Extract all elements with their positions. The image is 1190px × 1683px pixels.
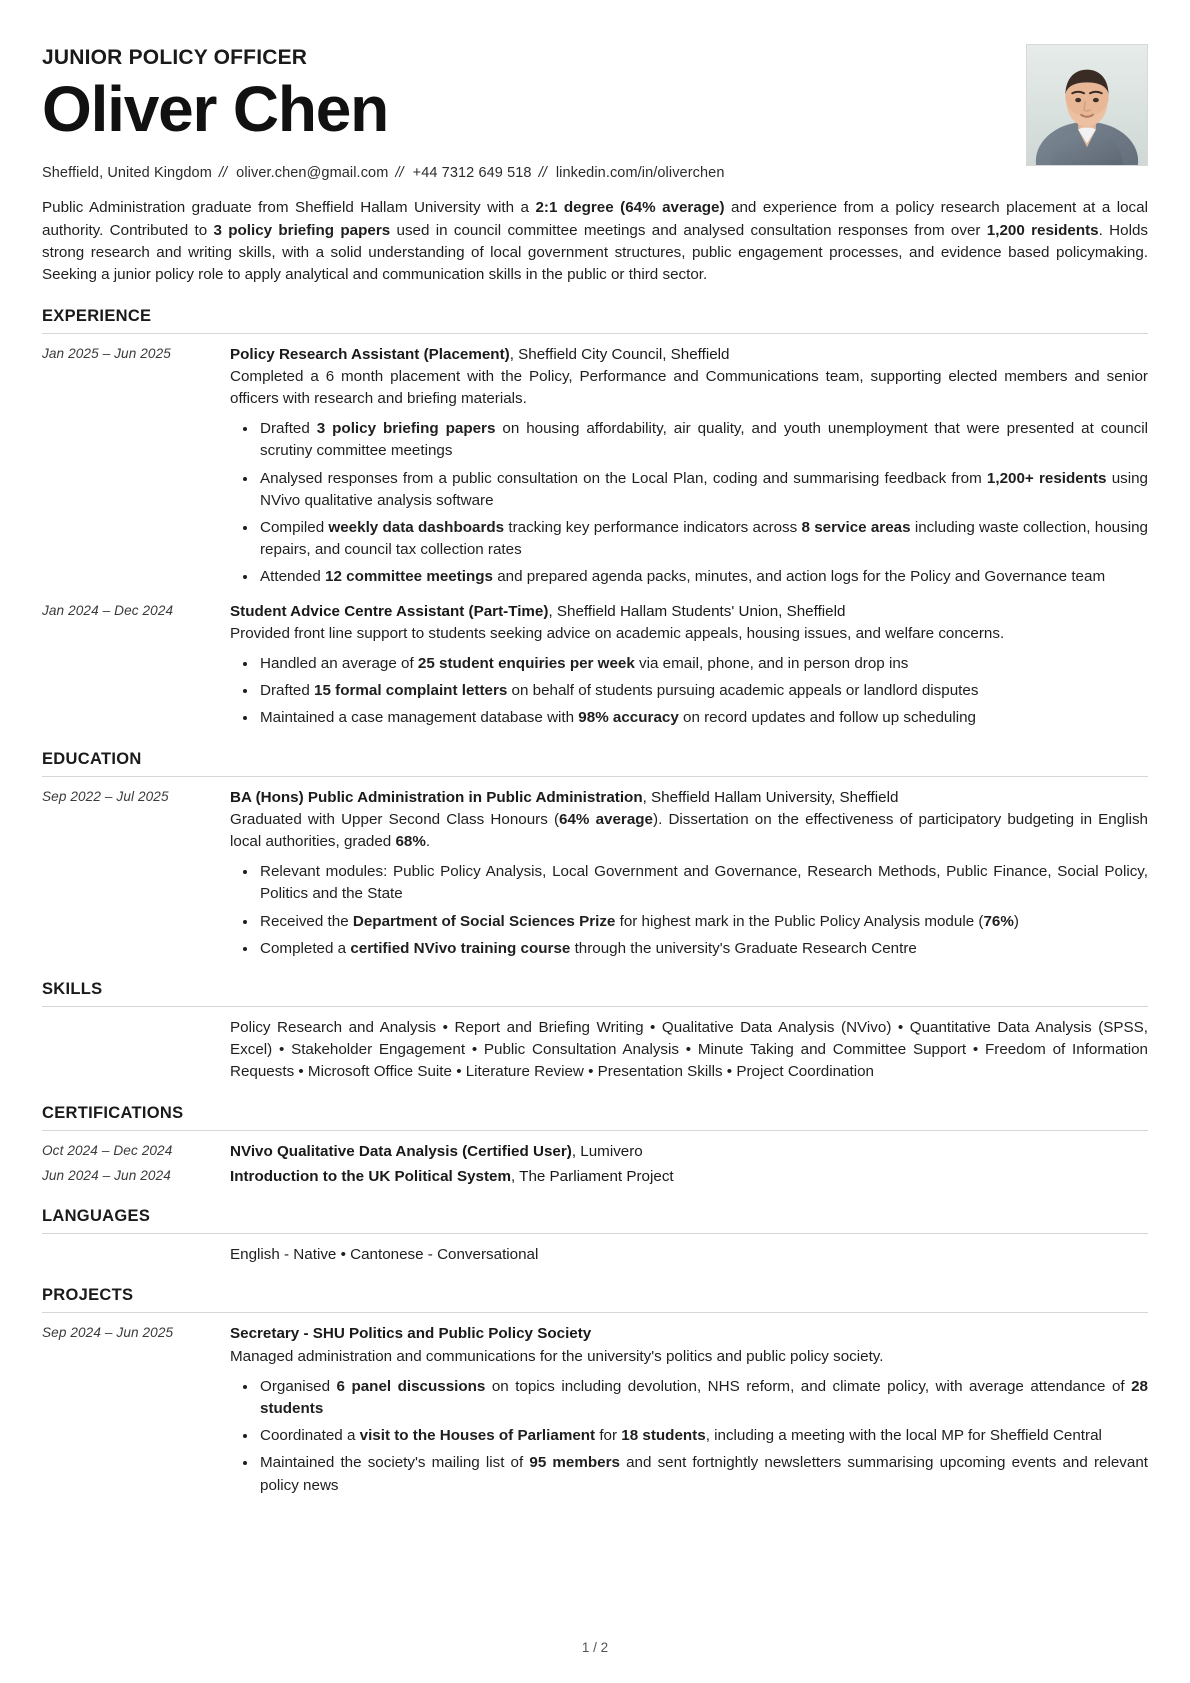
entry-body: [230, 601, 1148, 730]
bullet-item: [260, 707, 1148, 729]
emphasis-text: 68%: [395, 833, 426, 851]
resume-entry: [42, 601, 1148, 730]
section-divider: [42, 1233, 1148, 1234]
languages-block: [42, 1244, 1148, 1266]
resume-header: [42, 40, 1148, 181]
contact-location: Sheffield, United Kingdom: [42, 165, 212, 182]
emphasis-text: 1,200 residents: [986, 221, 1099, 239]
entry-heading: [230, 1166, 1148, 1187]
entry-date: Jun 2024 – Jun 2024: [42, 1167, 171, 1183]
entry-date: Sep 2022 – Jul 2025: [42, 788, 169, 804]
body-text: on behalf of students pursuing academic appeals or landlord disputes: [507, 682, 979, 700]
emphasis-text: BA (Hons) Public Administration in Public Administration: [230, 788, 643, 806]
resume-entry: [42, 787, 1148, 960]
entry-date: Jan 2025 – Jun 2025: [42, 345, 171, 361]
section-skills: [42, 980, 1148, 1084]
bullet-item: [260, 418, 1148, 462]
contact-phone[interactable]: +44 7312 649 518: [412, 165, 532, 182]
body-text: including waste collection, housing repairs, and council tax collection rates: [260, 518, 1148, 559]
emphasis-text: 18 students: [621, 1427, 706, 1445]
emphasis-text: 15 formal complaint letters: [314, 682, 508, 700]
body-text: Received the: [260, 912, 353, 930]
contact-separator: //: [395, 165, 404, 182]
section-experience: [42, 307, 1148, 730]
contact-line: [42, 165, 1026, 181]
section-certifications: [42, 1104, 1148, 1188]
education-entries: [42, 787, 1148, 960]
body-text: Completed a: [260, 939, 351, 957]
entry-heading: [230, 601, 1148, 622]
emphasis-text: Secretary - SHU Politics and Public Policy Society: [230, 1325, 592, 1343]
bullet-item: [260, 861, 1148, 905]
skills-list: Policy Research and Analysis • Report and Briefing Writing • Qualitative Data Analysis (NVivo) • Quantitative Data Analysis (SPSS, Excel) • Stakeholder Engagement • Public Consultation Analysis • Minute Taking and Committee Support • Freedom of Information Requests • Microsoft Office Suite • Literature Review • Presentation Skills • Project Coordination: [230, 1018, 1148, 1081]
body-text: . Holds strong research and writing skills, with a solid understanding of local government structures, public engagement processes, and evidence based policymaking. Seeking a junior policy role to apply analytical and communication skills in the public or third sector.: [42, 221, 1148, 284]
emphasis-text: 1,200+ residents: [986, 469, 1107, 487]
emphasis-text: 98% accuracy: [578, 709, 679, 727]
body-text: .: [425, 833, 431, 851]
section-title-education: EDUCATION: [42, 749, 142, 768]
emphasis-text: Policy Research Assistant (Placement): [230, 345, 510, 363]
section-divider: [42, 1130, 1148, 1131]
contact-separator: //: [218, 165, 228, 182]
section-projects: [42, 1286, 1148, 1496]
professional-summary: [42, 197, 1148, 286]
resume-entry: [42, 344, 1148, 589]
body-text: Maintained the society's mailing list of: [260, 1454, 530, 1472]
bullet-item: [260, 911, 1148, 933]
entry-heading: [230, 1141, 1148, 1162]
emphasis-text: Student Advice Centre Assistant (Part-Time): [230, 602, 549, 620]
body-text: , including a meeting with the local MP for Sheffield Central: [705, 1427, 1102, 1445]
body-text: for: [595, 1427, 622, 1445]
section-divider: [42, 1312, 1148, 1313]
bullet-item: [260, 566, 1148, 588]
emphasis-text: 28 students: [260, 1377, 1148, 1417]
body-text: for highest mark in the Public Policy Analysis module (: [615, 912, 984, 930]
body-text: Coordinated a: [260, 1427, 360, 1445]
page-footer: [0, 1640, 1190, 1655]
section-title-certifications: CERTIFICATIONS: [42, 1103, 184, 1122]
body-text: via email, phone, and in person drop ins: [634, 655, 909, 672]
bullet-item: [260, 653, 1148, 675]
resume-entry: [42, 1141, 1148, 1162]
resume-entry: [42, 1166, 1148, 1187]
body-text: , Lumivero: [571, 1142, 643, 1160]
body-text: Attended: [260, 568, 326, 586]
body-text: through the university's Graduate Research Centre: [570, 939, 917, 957]
emphasis-text: Introduction to the UK Political System: [230, 1167, 511, 1185]
body-text: Graduated with Upper Second Class Honours (: [230, 810, 560, 828]
body-text: and experience from a policy research placement at a local authority. Contributed to: [42, 199, 1148, 239]
emphasis-text: 3 policy briefing papers: [213, 221, 391, 239]
section-title-experience: EXPERIENCE: [42, 306, 152, 325]
body-text: , The Parliament Project: [511, 1167, 674, 1185]
body-text: on record updates and follow up scheduling: [678, 709, 976, 727]
job-title: JUNIOR POLICY OFFICER: [42, 46, 308, 69]
body-text: used in council committee meetings and analysed consultation responses from over: [390, 221, 987, 239]
entry-description: Managed administration and communications for the university's politics and public policy society.: [230, 1347, 884, 1365]
contact-email[interactable]: oliver.chen@gmail.com: [236, 165, 389, 182]
entry-bullet-list: [230, 1376, 1148, 1497]
body-text: Handled an average of: [260, 655, 418, 672]
contact-separator: //: [538, 165, 547, 182]
body-text: and sent fortnightly newsletters summarising upcoming events and relevant policy news: [260, 1454, 1148, 1494]
body-text: Analysed responses from a public consultation on the Local Plan, coding and summarising feedback from: [260, 469, 987, 487]
body-text: on topics including devolution, NHS reform, and climate policy, with average attendance of: [485, 1377, 1132, 1395]
section-education: [42, 750, 1148, 960]
entry-body: [230, 787, 1148, 960]
emphasis-text: Department of Social Sciences Prize: [352, 912, 616, 930]
entry-heading: [230, 787, 1148, 808]
body-text: , Sheffield Hallam University, Sheffield: [642, 788, 899, 806]
body-text: Public Administration graduate from Sheffield Hallam University with a: [42, 199, 536, 217]
section-title-languages: LANGUAGES: [42, 1207, 151, 1226]
experience-entries: [42, 344, 1148, 730]
body-text: tracking key performance indicators across: [504, 518, 802, 536]
body-text: Relevant modules: Public Policy Analysis, Local Government and Governance, Research Methods, Public Finance, Social Policy, Politics and the State: [260, 863, 1148, 903]
entry-heading: [230, 344, 1148, 365]
contact-linkedin[interactable]: linkedin.com/in/oliverchen: [555, 165, 725, 182]
entry-bullet-list: [230, 653, 1148, 730]
entry-body: [230, 1166, 1148, 1187]
body-text: using NVivo qualitative analysis software: [260, 469, 1149, 509]
bullet-item: [260, 680, 1148, 702]
body-text: ): [1013, 912, 1019, 930]
body-text: and prepared agenda packs, minutes, and action logs for the Policy and Governance team: [493, 568, 1106, 586]
emphasis-text: NVivo Qualitative Data Analysis (Certified User): [230, 1142, 572, 1160]
bullet-item: [260, 517, 1148, 561]
entry-body: [230, 1323, 1148, 1496]
emphasis-text: 12 committee meetings: [325, 568, 493, 586]
entry-heading: [230, 1323, 1148, 1344]
entry-date: Oct 2024 – Dec 2024: [42, 1142, 173, 1158]
body-text: Organised: [260, 1377, 337, 1395]
emphasis-text: 76%: [983, 912, 1014, 930]
languages-list: English - Native • Cantonese - Conversational: [230, 1246, 539, 1264]
emphasis-text: 25 student enquiries per week: [417, 655, 635, 672]
page-indicator: 1 / 2: [581, 1640, 609, 1655]
bullet-item: [260, 468, 1148, 512]
emphasis-text: 8 service areas: [801, 518, 911, 536]
body-text: ). Dissertation on the effectiveness of participatory budgeting in English local authorities, graded: [230, 810, 1148, 851]
emphasis-text: 6 panel discussions: [336, 1377, 486, 1395]
emphasis-text: 2:1 degree (64% average): [535, 199, 725, 217]
entry-date: Jan 2024 – Dec 2024: [42, 602, 174, 618]
emphasis-text: 95 members: [529, 1454, 620, 1472]
project-entries: [42, 1323, 1148, 1496]
section-title-projects: PROJECTS: [42, 1286, 134, 1305]
candidate-name: Oliver Chen: [42, 73, 389, 145]
entry-body: [230, 1141, 1148, 1162]
skills-block: [42, 1017, 1148, 1084]
profile-photo: [1026, 44, 1148, 166]
body-text: Drafted: [260, 682, 315, 700]
bullet-item: [260, 1376, 1148, 1420]
body-text: Compiled: [260, 518, 329, 536]
emphasis-text: visit to the Houses of Parliament: [359, 1427, 596, 1445]
bullet-item: [260, 1425, 1148, 1447]
body-text: Drafted: [260, 420, 317, 438]
entry-bullet-list: [230, 418, 1148, 588]
body-text: , Sheffield Hallam Students' Union, Sheffield: [548, 602, 846, 620]
section-divider: [42, 333, 1148, 334]
emphasis-text: 64% average: [559, 810, 654, 828]
bullet-item: [260, 1452, 1148, 1496]
resume-entry: [42, 1323, 1148, 1496]
entry-description: [230, 809, 1148, 853]
emphasis-text: certified NVivo training course: [350, 939, 571, 957]
section-title-skills: SKILLS: [42, 979, 103, 998]
profile-photo-illustration: [1027, 45, 1147, 165]
entry-description: Completed a 6 month placement with the Policy, Performance and Communications team, supporting elected members and senior officers with research and briefing materials.: [230, 367, 1148, 408]
emphasis-text: weekly data dashboards: [328, 518, 505, 536]
section-divider: [42, 1006, 1148, 1007]
body-text: , Sheffield City Council, Sheffield: [509, 345, 730, 363]
entry-bullet-list: [230, 861, 1148, 960]
entry-description: Provided front line support to students seeking advice on academic appeals, housing issues, and welfare concerns.: [230, 624, 1005, 642]
body-text: on housing affordability, air quality, and youth unemployment that were presented at council scrutiny committee meetings: [260, 420, 1149, 460]
entry-date: Sep 2024 – Jun 2025: [42, 1325, 174, 1341]
header-text-block: [42, 40, 1026, 181]
section-languages: [42, 1207, 1148, 1266]
certification-entries: [42, 1141, 1148, 1188]
section-divider: [42, 776, 1148, 777]
body-text: Maintained a case management database with: [260, 709, 579, 727]
bullet-item: [260, 938, 1148, 960]
entry-body: [230, 344, 1148, 589]
emphasis-text: 3 policy briefing papers: [316, 420, 496, 438]
